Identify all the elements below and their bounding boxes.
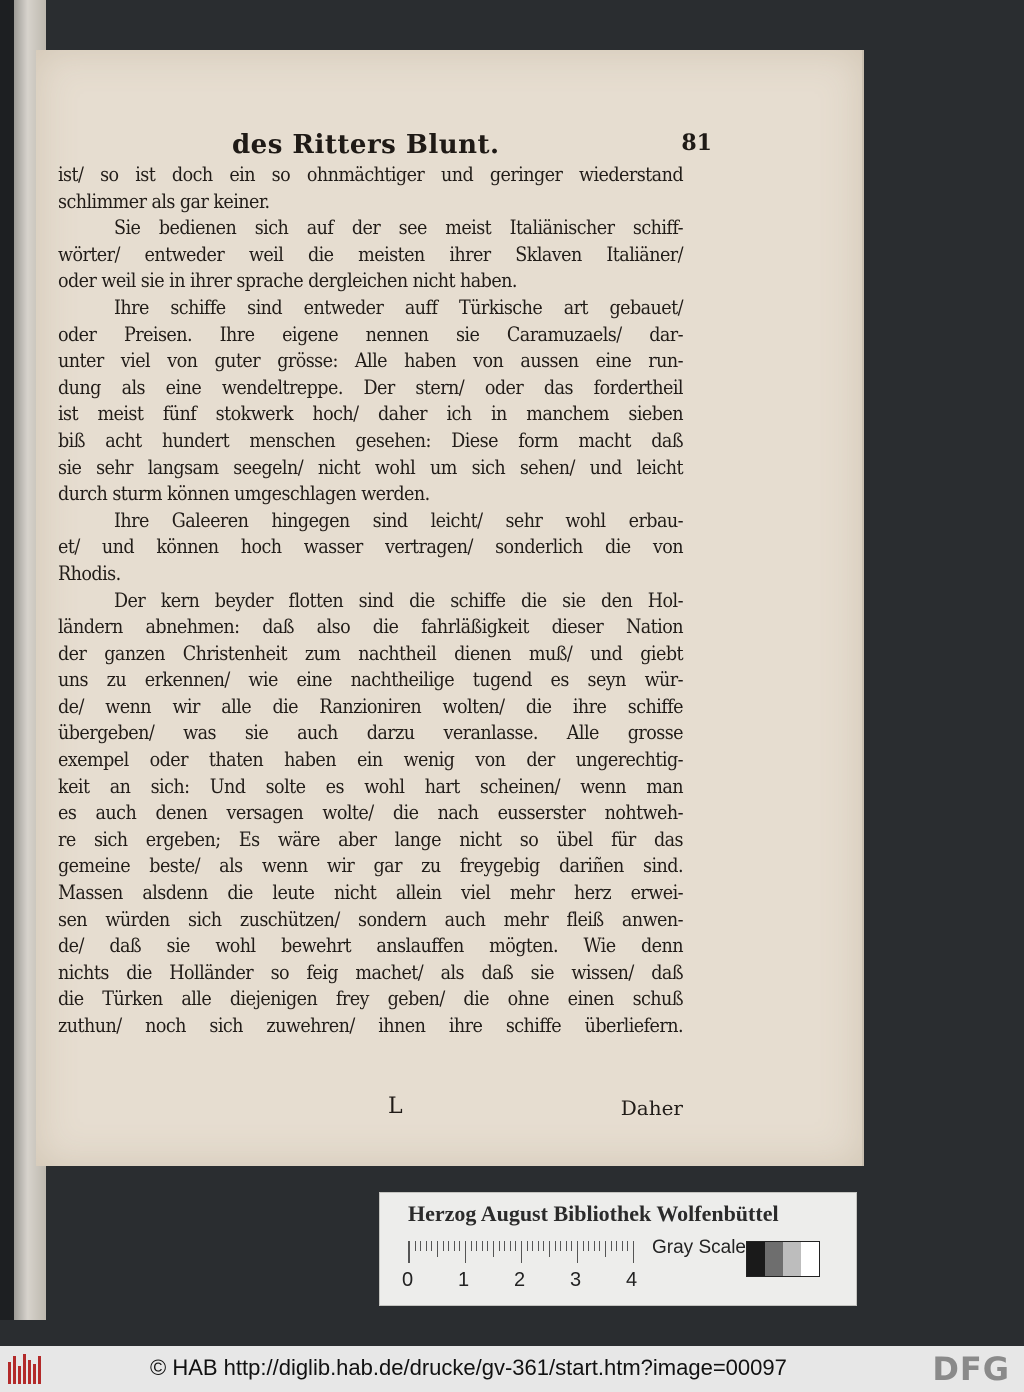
ruler-tick: [493, 1241, 494, 1257]
text-line: keit an sich: Und solte es wohl hart scheinen/ wenn man: [58, 774, 683, 798]
ruler-number: 3: [570, 1269, 582, 1291]
hab-logo-icon: [8, 1354, 42, 1384]
ruler-tick: [487, 1241, 488, 1251]
text-line: nichts die Holländer so feig machet/ als daß sie wissen/ daß: [58, 960, 683, 984]
text-line: biß acht hundert menschen gesehen: Diese form macht daß: [58, 428, 683, 452]
text-line: Sie bedienen sich auf der see meist Italiänischer schiff-: [114, 216, 683, 240]
ruler-tick: [549, 1241, 550, 1257]
text-line: oder weil sie in ihrer sprache dergleichen nicht haben.: [58, 269, 517, 293]
gray-scale-label: Gray Scale: [652, 1237, 746, 1258]
text-line: re sich ergeben; Es wäre aber lange nicht so übel für das: [58, 827, 683, 851]
text-line: übergeben/ was sie auch darzu veranlasse. Alle grosse: [58, 721, 683, 745]
text-line: dung als eine wendeltreppe. Der stern/ oder das fordertheil: [58, 375, 683, 399]
ruler-tick: [566, 1241, 567, 1251]
color-scale-card: [379, 1192, 857, 1306]
ruler-number: 4: [626, 1269, 638, 1291]
text-line: gemeine beste/ als wenn wir gar zu freygebig dariñen sind.: [58, 854, 683, 878]
logo-bar: [38, 1356, 41, 1384]
gray-scale-swatches: [746, 1241, 820, 1277]
ruler-numbers: [402, 1269, 642, 1293]
text-line: uns zu erkennen/ wie eine nachtheilige tugend es seyn wür-: [58, 668, 683, 692]
ruler-tick: [538, 1241, 539, 1251]
ruler-tick: [588, 1241, 589, 1251]
logo-bar: [13, 1356, 16, 1384]
scale-ruler: [408, 1241, 637, 1263]
logo-bar: [18, 1366, 21, 1384]
page-footer: [58, 1094, 683, 1122]
copyright-url[interactable]: © HAB http://diglib.hab.de/drucke/gv-361/start.htm?image=00097: [150, 1355, 787, 1380]
ruler-tick: [476, 1241, 477, 1251]
ruler-tick: [555, 1241, 556, 1251]
text-line: die Türken alle diejenigen frey geben/ die ohne einen schuß: [58, 987, 683, 1011]
ruler-tick: [594, 1241, 595, 1251]
ruler-tick: [443, 1241, 444, 1251]
text-line: Massen alsdenn die leute nicht allein viel mehr herz erwei-: [58, 881, 683, 905]
ruler-tick: [482, 1241, 483, 1251]
logo-bar: [23, 1354, 26, 1384]
ruler-tick: [605, 1241, 606, 1257]
ruler-tick: [527, 1241, 528, 1251]
text-line: Der kern beyder flotten sind die schiffe die sie den Hol-: [114, 588, 683, 612]
ruler-tick: [543, 1241, 544, 1251]
ruler-tick: [560, 1241, 561, 1251]
ruler-tick: [459, 1241, 460, 1251]
library-name: Herzog August Bibliothek Wolfenbüttel: [408, 1201, 779, 1226]
ruler-number: 1: [458, 1269, 470, 1291]
dfg-logo: DFG: [932, 1350, 1010, 1388]
viewer-footer-bar: [0, 1346, 1024, 1392]
text-line: exempel oder thaten haben ein wenig von der ungerechtig-: [58, 748, 683, 772]
ruler-tick: [420, 1241, 421, 1251]
gray-swatch: [765, 1242, 783, 1276]
page-number: 81: [681, 130, 712, 156]
book-page: [36, 50, 864, 1166]
ruler-tick: [627, 1241, 628, 1251]
ruler-tick: [448, 1241, 449, 1251]
text-line: de/ daß sie wohl bewehrt anslauffen mögten. Wie denn: [58, 934, 683, 958]
catchword: Daher: [620, 1096, 683, 1120]
ruler-tick: [471, 1241, 472, 1251]
ruler-tick: [510, 1241, 511, 1251]
ruler-tick: [599, 1241, 600, 1251]
text-line: zuthun/ noch sich zuwehren/ ihnen ihre schiffe überliefern.: [58, 1014, 683, 1037]
text-line: schlimmer als gar keiner.: [58, 189, 270, 213]
ruler-tick: [504, 1241, 505, 1251]
ruler-tick: [431, 1241, 432, 1251]
text-line: unter viel von guter grösse: Alle haben von aussen eine run-: [58, 349, 683, 373]
signature-mark: L: [388, 1094, 403, 1119]
ruler-tick: [571, 1241, 572, 1251]
text-line: ist meist fünf stokwerk hoch/ daher ich in manchem sieben: [58, 402, 683, 426]
ruler-tick: [454, 1241, 455, 1251]
ruler-number: 2: [514, 1269, 526, 1291]
text-line: Rhodis.: [58, 561, 121, 585]
ruler-tick: [616, 1241, 617, 1251]
text-line: ländern abnehmen: daß also die fahrläßigkeit dieser Nation: [58, 615, 683, 639]
logo-bar: [33, 1364, 36, 1384]
ruler-tick: [633, 1241, 634, 1263]
text-line: sen würden sich zuschützen/ sondern auch mehr fleiß anwen-: [58, 907, 683, 931]
ruler-tick: [515, 1241, 516, 1251]
body-text: [58, 162, 683, 1040]
ruler-tick: [622, 1241, 623, 1251]
ruler-tick: [521, 1241, 522, 1263]
gray-swatch: [783, 1242, 801, 1276]
ruler-tick: [499, 1241, 500, 1251]
ruler-tick: [409, 1241, 410, 1263]
ruler-tick: [577, 1241, 578, 1263]
text-line: de/ wenn wir alle die Ranzioniren wolten/ die ihre schiffe: [58, 694, 683, 718]
ruler-tick: [532, 1241, 533, 1251]
gray-swatch: [747, 1242, 765, 1276]
text-line: der ganzen Christenheit zum nachtheil dienen muß/ und giebt: [58, 641, 683, 665]
text-line: es auch denen versagen wolte/ die nach eusserster nohtweh-: [58, 801, 683, 825]
logo-bar: [8, 1362, 11, 1384]
gray-swatch: [801, 1242, 819, 1276]
ruler-number: 0: [402, 1269, 414, 1291]
text-line: sie sehr langsam seegeln/ nicht wohl um sich sehen/ und leicht: [58, 455, 683, 479]
text-line: et/ und können hoch wasser vertragen/ sonderlich die von: [58, 535, 683, 559]
running-head: des Ritters Blunt.: [232, 130, 500, 160]
text-line: Ihre Galeeren hingegen sind leicht/ sehr wohl erbau-: [114, 508, 683, 532]
ruler-tick: [583, 1241, 584, 1251]
page-edge-shadow: [0, 0, 14, 1320]
text-line: oder Preisen. Ihre eigene nennen sie Caramuzaels/ dar-: [58, 322, 683, 346]
text-line: durch sturm können umgeschlagen werden.: [58, 482, 430, 506]
ruler-tick: [465, 1241, 466, 1263]
text-line: wörter/ entweder weil die meisten ihrer Sklaven Italiäner/: [58, 242, 683, 266]
text-line: ist/ so ist doch ein so ohnmächtiger und geringer wiederstand: [58, 163, 683, 186]
ruler-tick: [426, 1241, 427, 1251]
ruler-tick: [437, 1241, 438, 1257]
ruler-tick: [415, 1241, 416, 1251]
ruler-tick: [611, 1241, 612, 1251]
text-line: Ihre schiffe sind entweder auff Türkische art gebauet/: [114, 295, 683, 319]
logo-bar: [28, 1360, 31, 1384]
